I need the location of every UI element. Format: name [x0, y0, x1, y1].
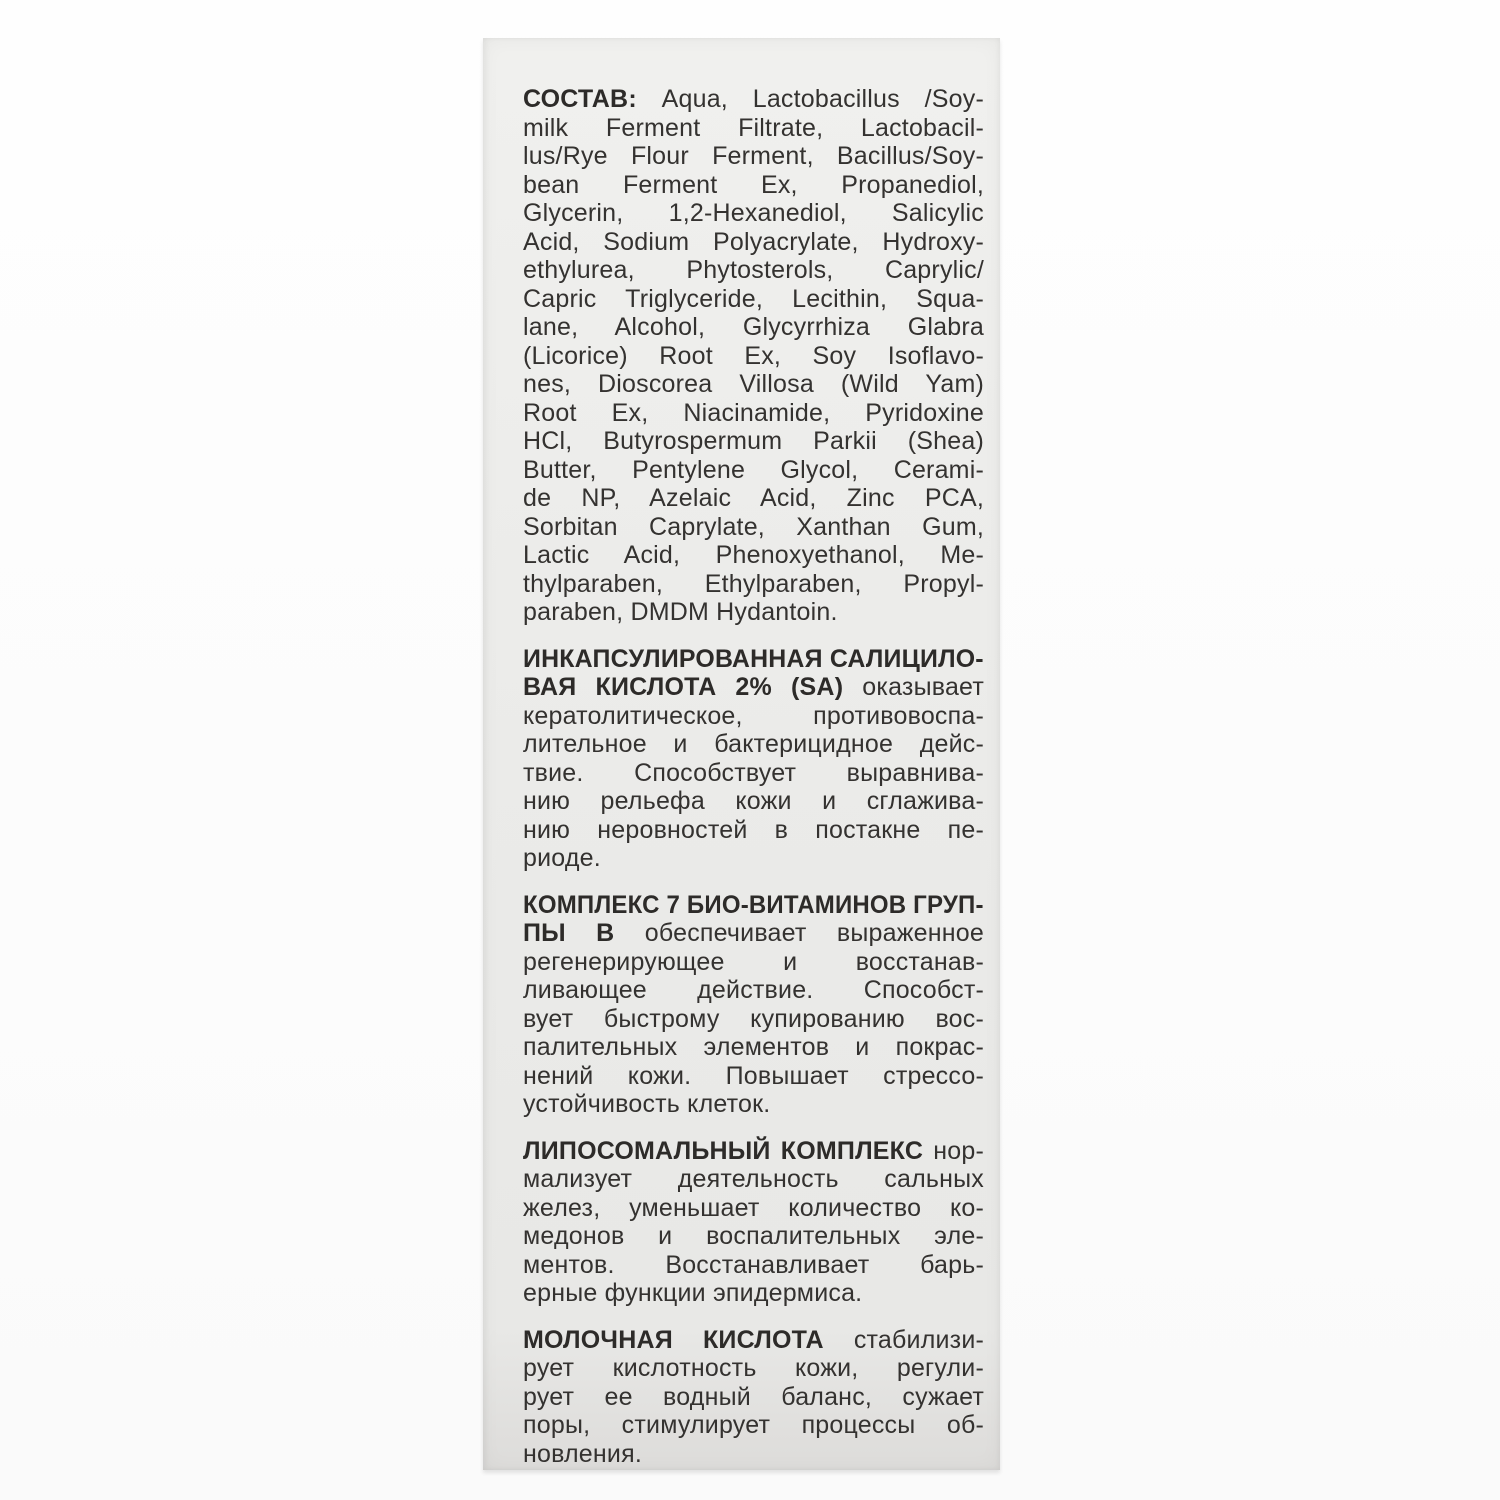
text-line: КОМПЛЕКС 7 БИО-ВИТАМИНОВ ГРУП- [523, 890, 984, 919]
text-line: палительных элементов и покрас- [523, 1033, 984, 1061]
text-line: поры, стимулирует процессы об- [523, 1411, 984, 1439]
text-line: риоде. [523, 844, 601, 872]
text-line: Butter, Pentylene Glycol, Cerami- [523, 455, 984, 484]
paragraph-ingredients [523, 85, 984, 627]
text-line: bean Ferment Ex, Propanediol, [523, 170, 984, 199]
ingredients-label-text [483, 38, 1000, 1470]
text-line: Glycerin, 1,2-Hexanediol, Salicylic [523, 199, 984, 227]
text-line: вует быстрому купированию вос- [523, 1004, 984, 1033]
text-line: ливающее действие. Способст- [523, 976, 984, 1004]
text-line: Capric Triglyceride, Lecithin, Squa- [523, 284, 984, 313]
text-line: рует ее водный баланс, сужает [523, 1382, 984, 1411]
text-line: твие. Способствует выравнива- [523, 758, 984, 787]
text-line: устойчивость клеток. [523, 1090, 771, 1118]
text-line: медонов и воспалительных эле- [523, 1222, 984, 1250]
text-line: lane, Alcohol, Glycyrrhiza Glabra [523, 313, 984, 341]
text-line: нию неровностей в постакне пе- [523, 815, 984, 844]
text-line: новления. [523, 1439, 642, 1468]
text-line: нию рельефа кожи и сглажива- [523, 787, 984, 815]
paragraph-lactic-acid [523, 1326, 984, 1469]
text-line: milk Ferment Filtrate, Lactobacil- [523, 113, 984, 142]
text-line: ИНКАПСУЛИРОВАННАЯ САЛИЦИЛО- [523, 644, 984, 673]
text-line: лительное и бактерицидное дейс- [523, 730, 984, 758]
text-line: HCl, Butyrospermum Parkii (Shea) [523, 427, 984, 455]
text-line: ерные функции эпидермиса. [523, 1279, 863, 1307]
text-line: paraben, DMDM Hydantoin. [523, 598, 838, 626]
paragraph-liposomal-complex [523, 1137, 984, 1308]
text-line: кератолитическое, противовоспа- [523, 701, 984, 730]
text-line: СОСТАВ: Aqua, Lactobacillus /Soy- [523, 85, 984, 113]
text-line: de NP, Azelaic Acid, Zinc PCA, [523, 484, 984, 512]
text-line: ментов. Восстанавливает барь- [523, 1250, 984, 1279]
text-line: регенерирующее и восстанав- [523, 947, 984, 976]
text-line: nes, Dioscorea Villosa (Wild Yam) [523, 370, 984, 398]
text-line: Sorbitan Caprylate, Xanthan Gum, [523, 512, 984, 541]
text-line: Root Ex, Niacinamide, Pyridoxine [523, 398, 984, 427]
text-line: Acid, Sodium Polyacrylate, Hydroxy- [523, 227, 984, 256]
text-line: ПЫ В обеспечивает выраженное [523, 919, 984, 947]
text-line: (Licorice) Root Ex, Soy Isoflavo- [523, 341, 984, 370]
text-line: желез, уменьшает количество ко- [523, 1193, 984, 1222]
text-line: рует кислотность кожи, регули- [523, 1354, 984, 1382]
text-line: МОЛОЧНАЯ КИСЛОТА стабилизи- [523, 1325, 985, 1354]
text-line: нений кожи. Повышает стрессо- [523, 1061, 984, 1090]
paragraph-encapsulated-salicylic-acid [523, 645, 984, 873]
text-line: ethylurea, Phytosterols, Caprylic/ [523, 256, 984, 284]
packaging-back-panel [483, 38, 1000, 1470]
text-line: Lactic Acid, Phenoxyethanol, Me- [523, 541, 984, 569]
text-line: ВАЯ КИСЛОТА 2% (SA) оказывает [523, 673, 984, 701]
paragraph-bio-vitamin-b-complex [523, 891, 984, 1119]
text-line: thylparaben, Ethylparaben, Propyl- [523, 569, 984, 598]
text-line: lus/Rye Flour Ferment, Bacillus/Soy- [523, 142, 984, 170]
text-line: ЛИПОСОМАЛЬНЫЙ КОМПЛЕКС нор- [523, 1136, 984, 1165]
text-line: мализует деятельность сальных [523, 1165, 984, 1193]
